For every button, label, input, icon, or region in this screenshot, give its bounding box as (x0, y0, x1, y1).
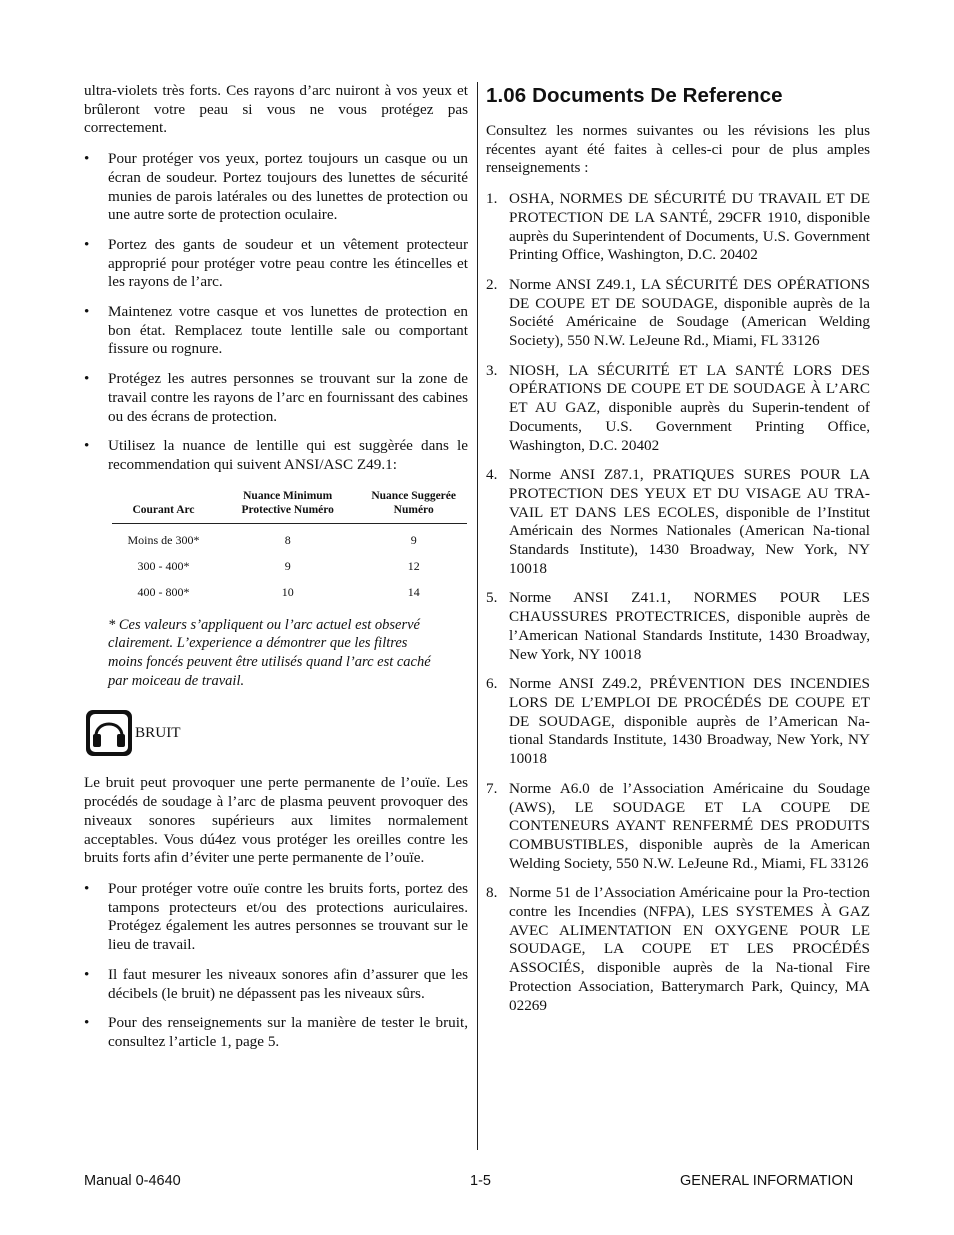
noise-label: BRUIT (135, 724, 181, 742)
list-item: • Maintenez votre casque et vos lunettes de protection en bon état. Remplacez toute lentille sale ou comportant fissure ou rognure. (84, 303, 468, 359)
list-item (486, 884, 870, 1015)
list-item: • Il faut mesurer les niveaux sonores afin d’assurer que les décibels (le bruit) ne dépassent pas les niveaux sûrs. (84, 966, 468, 1003)
noise-protection-list (84, 880, 468, 1052)
item-text: Norme ANSI Z41.1, NORMES POUR LES CHAUSSURES PROTECTRICES, disponible auprès de l’American National Standards Institute, 1430 Broadway, New York, NY 10018 (509, 589, 870, 663)
list-item: • Pour des renseignements sur la manière de tester le bruit, consultez l’article 1, page 5. (84, 1014, 468, 1051)
table-row (112, 523, 467, 550)
list-item (486, 276, 870, 351)
table-cell: 14 (407, 584, 420, 599)
item-number: 3. (486, 361, 498, 379)
left-column (84, 82, 468, 1063)
table-footnote: * Ces valeurs s’appliquent ou l’arc actuel est observé clairement. L’experience a démontrer que les filtres moins foncés peuvent être utilisés quand l’arc est caché par moiceau de travail. (108, 616, 431, 689)
noise-paragraph: Le bruit peut provoquer une perte permanente de l’ouïe. Les procédés de soudage à l’arc de plasma peuvent provoquer des niveaux sonores supérieurs aux limites normalement acceptables. Vous dú4ez vous protéger les oreilles contre les bruits forts afin d’éviter une perte permanente de l’ouïe. (84, 774, 468, 867)
list-item (486, 675, 870, 769)
table-header-cell: Courant Arc (112, 489, 215, 524)
footer-page-number: 1-5 (470, 1173, 491, 1189)
table-cell: 8 (284, 532, 291, 547)
list-item (486, 589, 870, 664)
item-number: 1. (486, 190, 498, 208)
section-heading: 1.06 Documents De Reference (486, 84, 783, 107)
table-cell: 12 (407, 558, 420, 573)
right-column (486, 82, 870, 1026)
table-cell: Moins de 300* (127, 532, 200, 547)
item-number: 6. (486, 675, 498, 693)
list-item: • Portez des gants de soudeur et un vêtement protecteur approprié pour protéger votre peau contre les étincelles et les rayons de l’arc. (84, 236, 468, 292)
table-cell: 400 - 800* (137, 584, 190, 599)
consult-paragraph: Consultez les normes suivantes ou les révisions les plus récentes ayant été faites à celles-ci pour de plus amples renseignements : (486, 122, 870, 177)
list-item (486, 362, 870, 456)
table-row (112, 550, 467, 576)
item-number: 4. (486, 466, 498, 484)
table-header-cell: Nuance Minimum Protective Numéro (215, 489, 360, 524)
item-number: 2. (486, 275, 498, 293)
noise-heading (84, 708, 468, 758)
list-item: • Utilisez la nuance de lentille qui est suggèrée dans le recommendation qui suivent ANSI/ASC Z49.1: (84, 437, 468, 474)
intro-paragraph: ultra-violets très forts. Ces rayons d’arc nuiront à vos yeux et brûleront votre peau si vous ne vous protégez pas correctement. (84, 82, 468, 137)
lens-shade-table (112, 489, 467, 602)
list-item (486, 190, 870, 265)
item-text: Norme 51 de l’Association Américaine pour la Pro-tection contre les Incendies (NFPA), LES SYSTEMES À GAZ AVEC ALIMENTATION EN OXYGENE POUR LE SOUDAGE, LA COUPE ET LES PROCÉDÉS ASSOCIÉS, disponible auprès de la Na-tional Fire Protection Association, Batterymarch Park, Quincy, MA 02269 (509, 884, 870, 1014)
item-text: Norme ANSI Z49.1, LA SÉCURITÉ DES OPÉRATIONS DE COUPE ET DE SOUDAGE, disponible auprès de la Société Américaine de Soudage (American Welding Society), 550 N.W. LeJeune Rd., Miami, FL 33126 (509, 275, 870, 350)
table-header-row (112, 489, 467, 524)
table-row (112, 576, 467, 602)
list-item: • Pour protéger vos yeux, portez toujours un casque ou un écran de soudeur. Portez toujours des lunettes de sécurité munies de parois latérales ou des lunettes de protection ou une autre sorte de protection oculaire. (84, 150, 468, 225)
item-text: OSHA, NORMES DE SÉCURITÉ DU TRAVAIL ET DE PROTECTION DE LA SANTÉ, 29CFR 1910, disponible auprès du Superintendent of Documents, U.S. Government Printing Office, Washington, D.C. 20402 (509, 190, 870, 264)
ear-protection-icon (84, 708, 134, 758)
table-cell: 9 (284, 558, 291, 573)
column-divider (477, 82, 478, 1150)
item-text: Norme ANSI Z87.1, PRATIQUES SURES POUR LA PROTECTION DES YEUX ET DU VISAGE AU TRA-VAIL ET DANS LES ECOLES, disponible de l’Institut Américain des Normes Nationales (American Na-tional Standards Institute), 1430 Broadway, New York, NY 10018 (509, 466, 870, 577)
list-item: • Pour protéger votre ouïe contre les bruits forts, portez des tampons protecteurs et/ou des protections auriculaires. Protégez également les autres personnes se trouvant sur le lieu de travail. (84, 880, 468, 955)
item-number: 5. (486, 589, 498, 607)
item-text: Norme A6.0 de l’Association Américaine du Soudage (AWS), LE SOUDAGE ET LA COUPE DE CONTENEURS AYANT RENFERMÉ DES PRODUITS COMBUSTIBLES, disponible auprès de la American Welding Society, 550 N.W. LeJeune Rd., Miami, FL 33126 (509, 779, 870, 872)
table-cell: 300 - 400* (137, 558, 190, 573)
eye-protection-list (84, 150, 468, 475)
list-item (486, 466, 870, 578)
footer-section-title: GENERAL INFORMATION (680, 1173, 854, 1189)
list-item: • Protégez les autres personnes se trouvant sur la zone de travail contre les rayons de l’arc en fournissant des cabines ou des écrans de protection. (84, 370, 468, 426)
table-header-cell: Nuance Suggerée Numéro (360, 489, 467, 524)
item-text: NIOSH, LA SÉCURITÉ ET LA SANTÉ LORS DES OPÉRATIONS DE COUPE ET DE SOUDAGE À L’ARC ET AU GAZ, disponible auprès du Superin-tendent of Documents, U.S. Government Printing Office, Washington, D.C. 20402 (509, 361, 870, 454)
item-text: Norme ANSI Z49.2, PRÉVENTION DES INCENDIES LORS DE L’EMPLOI DE PROCÉDÉS DE COUPE ET DE SOUDAGE, disponible auprès de l’American Na-tional Standards Institute, 1430 Broadway, New York, NY 10018 (509, 675, 870, 768)
item-number: 7. (486, 779, 498, 797)
table-cell: 9 (410, 532, 417, 547)
reference-list (486, 190, 870, 1015)
list-item (486, 780, 870, 874)
footer-manual-number: Manual 0-4640 (84, 1173, 181, 1189)
item-number: 8. (486, 884, 498, 902)
table-cell: 10 (281, 584, 294, 599)
